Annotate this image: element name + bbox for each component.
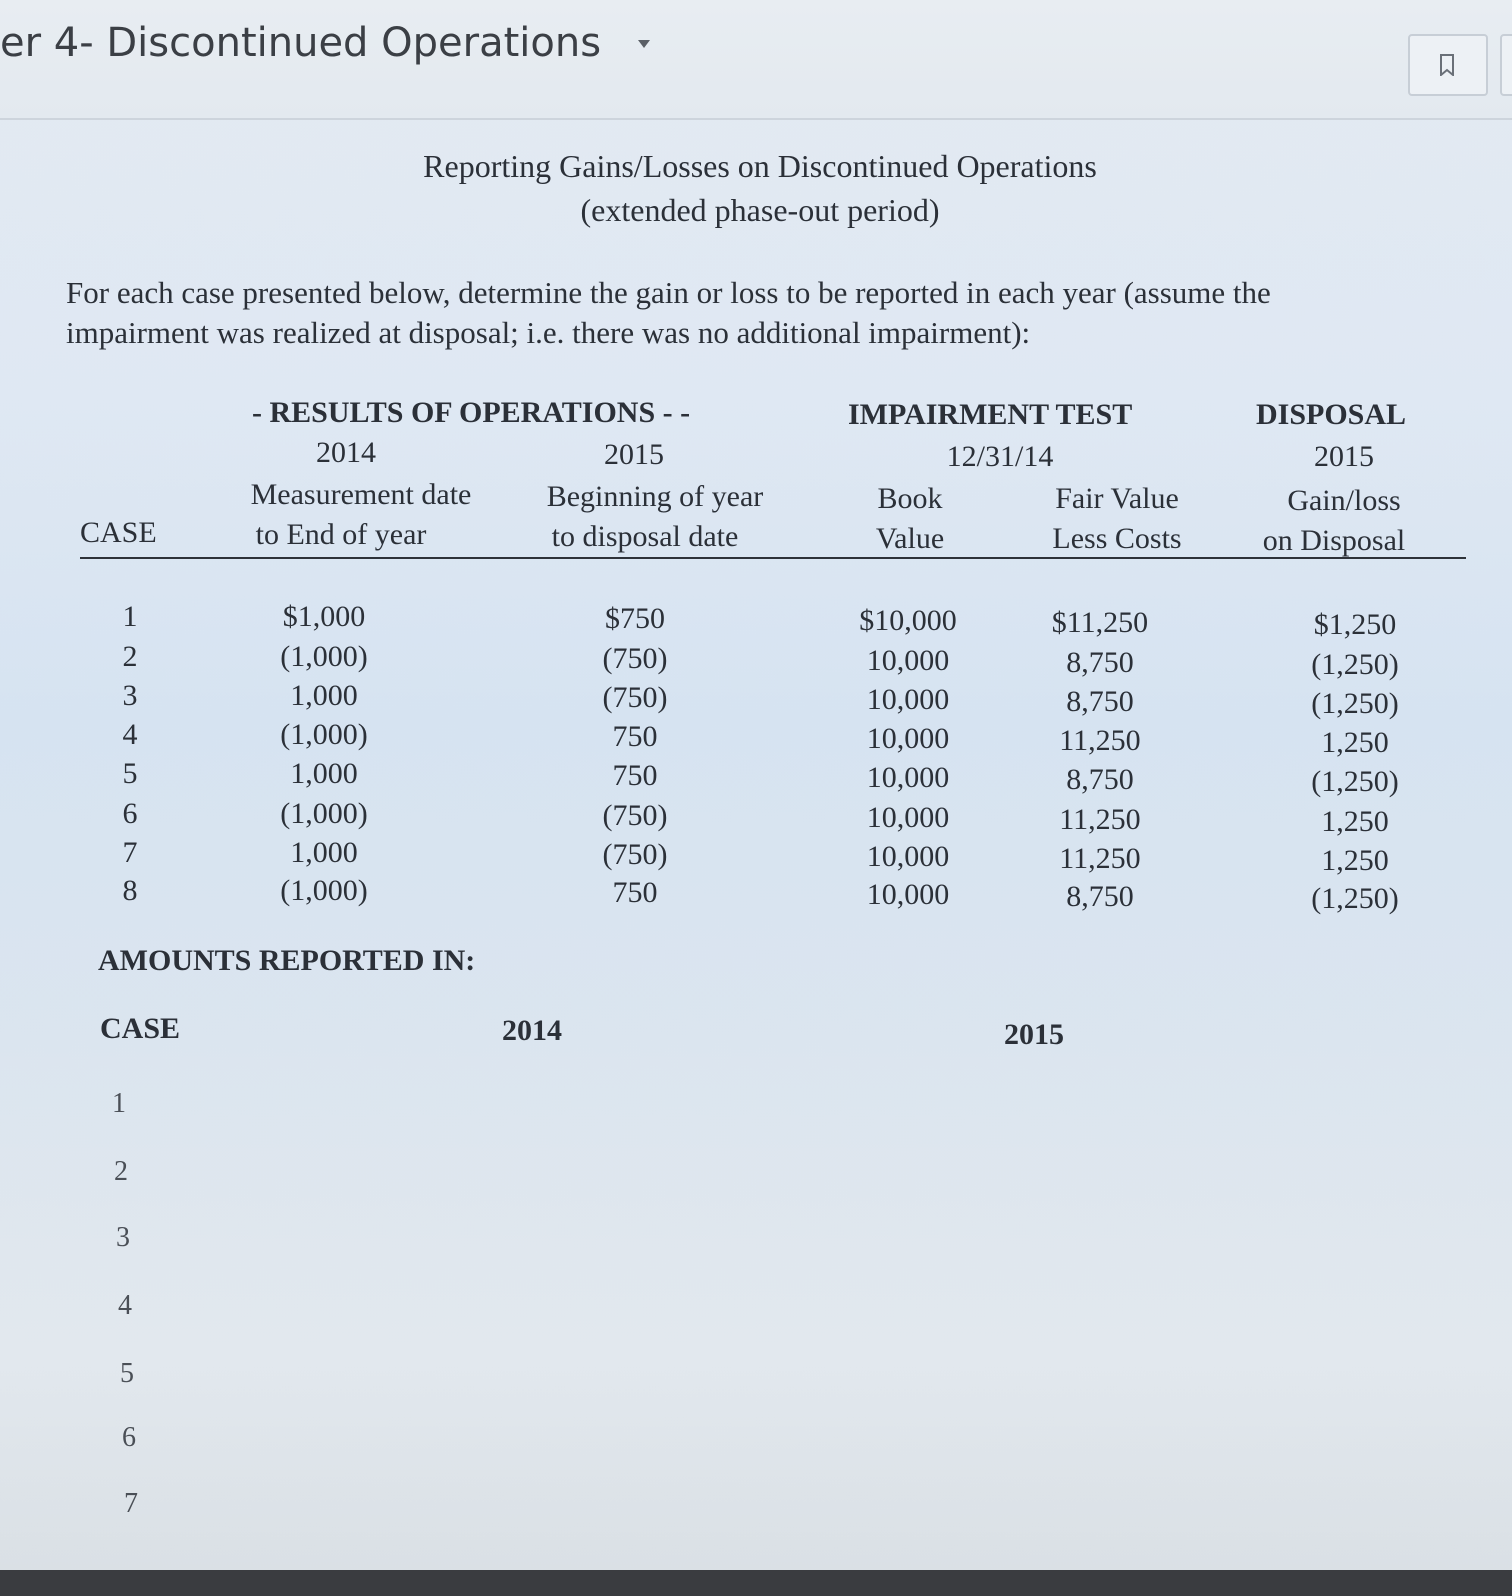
answer-case-number: 3 xyxy=(116,1222,130,1253)
result-2015: (750) xyxy=(602,681,668,714)
answer-case-number: 7 xyxy=(124,1488,138,1519)
case-number: 1 xyxy=(122,600,138,633)
case-number: 4 xyxy=(122,718,138,751)
result-2015: (750) xyxy=(602,838,668,871)
year-2014-header: 2014 xyxy=(316,436,376,469)
result-2015: $750 xyxy=(605,602,665,635)
case-number: 8 xyxy=(122,874,138,907)
book-value: 10,000 xyxy=(866,722,950,755)
gain-loss: 1,250 xyxy=(1321,805,1389,838)
col3-header-line1: Book xyxy=(877,482,943,515)
fair-value: 11,250 xyxy=(1059,842,1141,875)
book-value: 10,000 xyxy=(866,761,950,794)
caret-down-icon[interactable] xyxy=(638,40,650,48)
case-number: 6 xyxy=(122,797,138,830)
problem-title: Reporting Gains/Losses on Discontinued Operations xyxy=(423,148,1097,184)
result-2014: 1,000 xyxy=(290,757,358,790)
result-2015: (750) xyxy=(602,642,668,675)
fair-value: 8,750 xyxy=(1066,646,1134,679)
case-number: 2 xyxy=(122,640,138,673)
results-of-operations-header: - RESULTS OF OPERATIONS - - xyxy=(252,396,691,429)
answer-case-number: 6 xyxy=(122,1422,136,1453)
result-2015: 750 xyxy=(612,720,658,753)
fair-value: 8,750 xyxy=(1066,763,1134,796)
gain-loss: (1,250) xyxy=(1311,882,1399,915)
top-bar xyxy=(0,0,1512,120)
answer-case-number: 5 xyxy=(120,1358,134,1389)
col4-header-line1: Fair Value xyxy=(1055,482,1179,515)
result-2014: (1,000) xyxy=(280,797,368,830)
gain-loss: 1,250 xyxy=(1321,726,1389,759)
case-number: 7 xyxy=(122,836,138,869)
answer-case-number: 2 xyxy=(114,1156,128,1187)
book-value: $10,000 xyxy=(859,604,957,637)
year-2015-header: 2015 xyxy=(604,438,664,471)
book-value: 10,000 xyxy=(866,840,950,873)
instructions-line-1: For each case presented below, determine the gain or loss to be reported in each year (assume the xyxy=(66,275,1271,310)
bottom-edge xyxy=(0,1570,1512,1596)
fair-value: 8,750 xyxy=(1066,880,1134,913)
book-value: 10,000 xyxy=(866,878,950,911)
impairment-date-header: 12/31/14 xyxy=(946,440,1054,473)
book-value: 10,000 xyxy=(866,683,950,716)
impairment-test-header: IMPAIRMENT TEST xyxy=(848,398,1133,431)
header-divider xyxy=(80,557,1466,559)
col5-header-line2: on Disposal xyxy=(1262,524,1406,557)
col1-header-line2: to End of year xyxy=(255,518,427,551)
book-value: 10,000 xyxy=(866,644,950,677)
col2-header-line2: to disposal date xyxy=(551,520,739,553)
result-2014: (1,000) xyxy=(280,874,368,907)
book-value: 10,000 xyxy=(866,801,950,834)
fair-value: 11,250 xyxy=(1059,724,1141,757)
col2-header-line1: Beginning of year xyxy=(546,480,764,513)
answer-case-number: 1 xyxy=(112,1088,126,1119)
answer-case-header: CASE xyxy=(100,1012,181,1045)
case-column-header: CASE xyxy=(80,516,157,549)
disposal-year-header: 2015 xyxy=(1314,440,1374,473)
case-number: 3 xyxy=(122,679,138,712)
result-2014: 1,000 xyxy=(290,836,358,869)
fair-value: 11,250 xyxy=(1059,803,1141,836)
case-number: 5 xyxy=(122,757,138,790)
result-2014: $1,000 xyxy=(282,600,366,633)
gain-loss: (1,250) xyxy=(1311,765,1399,798)
instructions-line-2: impairment was realized at disposal; i.e. there was no additional impairment): xyxy=(66,315,1031,350)
col1-header-line1: Measurement date xyxy=(250,478,472,511)
gain-loss: $1,250 xyxy=(1313,608,1397,641)
col3-header-line2: Value xyxy=(875,522,945,555)
col4-header-line2: Less Costs xyxy=(1052,522,1182,555)
col5-header-line1: Gain/loss xyxy=(1287,484,1401,517)
bookmark-button[interactable] xyxy=(1408,34,1488,96)
next-toolbar-button[interactable] xyxy=(1500,34,1512,96)
bookmark-icon xyxy=(1439,54,1455,76)
fair-value: $11,250 xyxy=(1051,606,1149,639)
result-2014: (1,000) xyxy=(280,718,368,751)
answer-2014-header: 2014 xyxy=(502,1014,562,1047)
gain-loss: (1,250) xyxy=(1311,648,1399,681)
fair-value: 8,750 xyxy=(1066,685,1134,718)
answer-case-number: 4 xyxy=(118,1290,132,1321)
answer-2015-header: 2015 xyxy=(1004,1018,1064,1051)
result-2015: 750 xyxy=(612,759,658,792)
document-title[interactable]: er 4- Discontinued Operations xyxy=(0,20,602,66)
disposal-header: DISPOSAL xyxy=(1256,398,1407,431)
problem-subtitle: (extended phase-out period) xyxy=(580,192,940,228)
gain-loss: (1,250) xyxy=(1311,687,1399,720)
result-2015: 750 xyxy=(612,876,658,909)
amounts-reported-heading: AMOUNTS REPORTED IN: xyxy=(98,944,476,977)
result-2014: (1,000) xyxy=(280,640,368,673)
gain-loss: 1,250 xyxy=(1321,844,1389,877)
result-2014: 1,000 xyxy=(290,679,358,712)
result-2015: (750) xyxy=(602,799,668,832)
